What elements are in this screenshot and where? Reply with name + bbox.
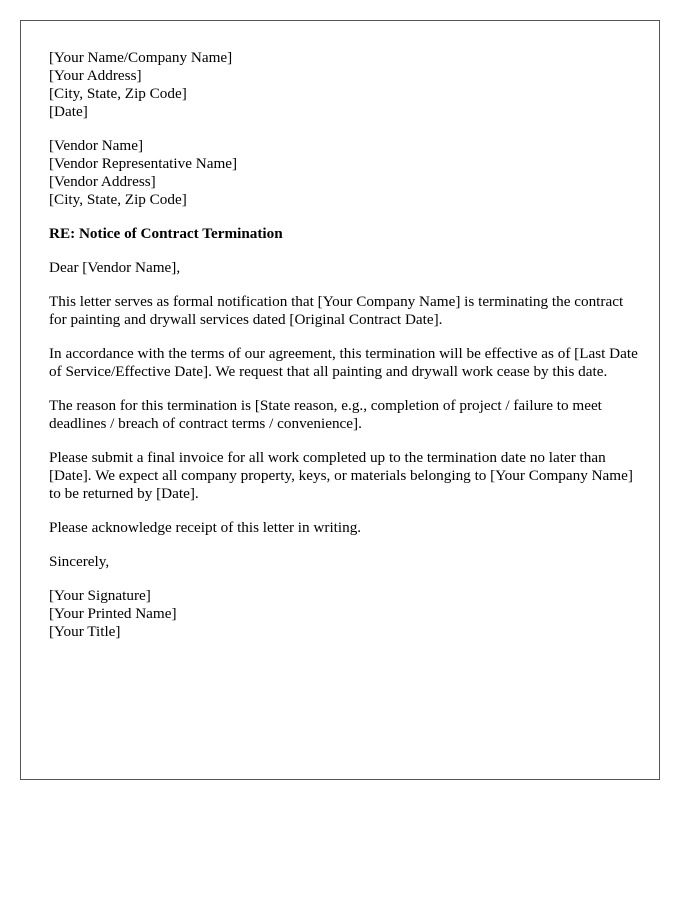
letter-content: [49, 49, 639, 657]
letter-date: [Date]: [49, 103, 88, 120]
body-paragraph-acknowledge: Please acknowledge receipt of this letter in writing.: [49, 519, 362, 536]
vendor-city-state-zip: [City, State, Zip Code]: [49, 191, 187, 208]
signature-block: [49, 587, 639, 641]
salutation: Dear [Vendor Name],: [49, 259, 181, 276]
sender-address: [Your Address]: [49, 67, 142, 84]
sender-name: [Your Name/Company Name]: [49, 49, 233, 66]
printed-name: [Your Printed Name]: [49, 605, 177, 622]
sender-city-state-zip: [City, State, Zip Code]: [49, 85, 187, 102]
body-paragraph-notification: This letter serves as formal notification that [Your Company Name] is terminating the contract for painting and drywall services dated [Original Contract Date].: [49, 293, 624, 328]
recipient-block: [49, 137, 639, 209]
vendor-name: [Vendor Name]: [49, 137, 144, 154]
subject-line: RE: Notice of Contract Termination: [49, 225, 283, 242]
vendor-address: [Vendor Address]: [49, 173, 156, 190]
signer-title: [Your Title]: [49, 623, 121, 640]
body-paragraph-reason: The reason for this termination is [State reason, e.g., completion of project / failure to meet deadlines / breach of contract terms / convenience].: [49, 397, 602, 432]
closing: Sincerely,: [49, 553, 110, 570]
signature-line: [Your Signature]: [49, 587, 151, 604]
letter-page: [20, 20, 660, 780]
vendor-representative: [Vendor Representative Name]: [49, 155, 238, 172]
sender-block: [49, 49, 639, 121]
body-paragraph-invoice: Please submit a final invoice for all work completed up to the termination date no later than [Date]. We expect all company property, keys, or materials belonging to [Your Company Name] to be returned by [Date].: [49, 449, 633, 502]
body-paragraph-effective-date: In accordance with the terms of our agreement, this termination will be effective as of [Last Date of Service/Effective Date]. We request that all painting and drywall work cease by this date.: [49, 345, 638, 380]
